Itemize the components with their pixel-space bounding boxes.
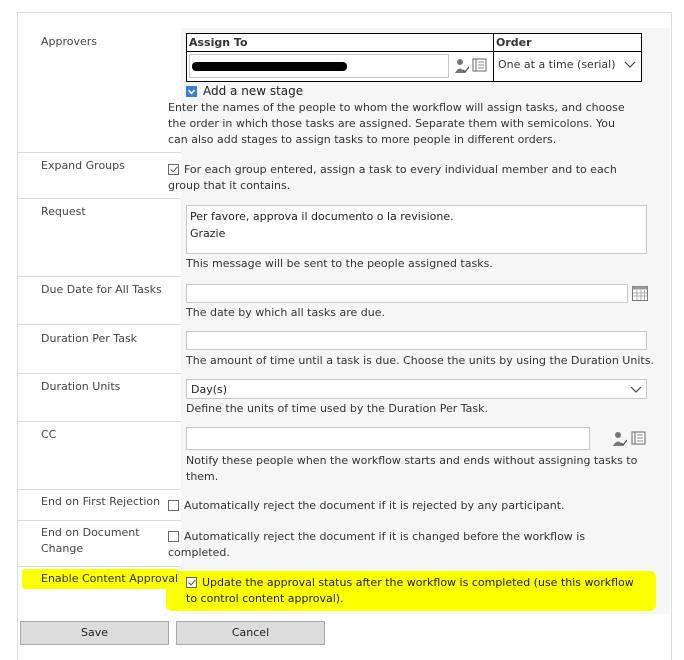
calendar-icon[interactable]: [632, 286, 648, 301]
end-doc-change-text: Automatically reject the document if it is changed before the workflow is completed.: [168, 530, 586, 559]
redaction-mark: [192, 62, 347, 71]
label-end-doc-change-line-2: Change: [41, 542, 84, 555]
check-names-icon[interactable]: [455, 58, 469, 74]
request-line-2: Grazie: [190, 227, 226, 240]
duration-per-task-help: The amount of time until a task is due. Choose the units by using the Duration Units.: [186, 354, 654, 367]
end-first-rejection-control: [168, 498, 630, 514]
duration-units-help: Define the units of time used by the Duration Per Task.: [186, 402, 488, 415]
label-approvers: Approvers: [41, 35, 98, 48]
due-date-input[interactable]: [186, 284, 628, 303]
label-cc: CC: [41, 428, 57, 441]
request-line-1: Per favore, approva il documento o la revisione.: [190, 210, 454, 223]
label-due-date: Due Date for All Tasks: [41, 283, 162, 296]
label-content-approval: Enable Content Approval: [41, 572, 179, 585]
assign-table: [186, 33, 642, 82]
end-doc-change-control: [168, 529, 630, 561]
check-names-icon[interactable]: [613, 431, 627, 447]
label-duration-per-task: Duration Per Task: [41, 332, 138, 345]
duration-units-select[interactable]: [186, 379, 647, 399]
expand-groups-control: [168, 162, 630, 194]
save-button[interactable]: Save: [20, 621, 169, 645]
label-expand-groups: Expand Groups: [41, 159, 125, 172]
address-book-icon[interactable]: [631, 431, 646, 445]
chevron-down-icon[interactable]: [624, 61, 636, 69]
chevron-down-icon: [630, 386, 642, 394]
add-stage-icon: [186, 86, 197, 97]
request-textarea[interactable]: [186, 205, 647, 254]
end-first-rejection-text: Automatically reject the document if it is rejected by any participant.: [184, 499, 565, 512]
add-stage-text: Add a new stage: [203, 84, 304, 98]
cc-help: Notify these people when the workflow starts and ends without assigning tasks to them.: [186, 454, 638, 483]
cc-input[interactable]: [186, 427, 590, 450]
due-date-help: The date by which all tasks are due.: [186, 306, 386, 319]
order-select[interactable]: One at a time (serial): [498, 58, 616, 71]
label-end-doc-change: [41, 525, 140, 557]
expand-groups-text: For each group entered, assign a task to every individual member and to each group that it contains.: [168, 163, 617, 192]
label-end-doc-change-line-1: End on Document: [41, 526, 140, 539]
end-doc-change-checkbox[interactable]: [168, 531, 179, 542]
content-approval-checkbox[interactable]: [186, 577, 197, 588]
request-help: This message will be sent to the people assigned tasks.: [186, 257, 493, 270]
label-end-first-rejection: End on First Rejection: [41, 495, 161, 508]
label-duration-units: Duration Units: [41, 380, 121, 393]
assign-to-input[interactable]: [189, 54, 449, 78]
label-request: Request: [41, 205, 86, 218]
cancel-button[interactable]: Cancel: [176, 621, 325, 645]
approvers-help: Enter the names of the people to whom the workflow will assign tasks, and choose the order in which those tasks are assigned. Separate them with semicolons. You can also add stages to assign tasks to more people in different orders.: [168, 101, 625, 146]
expand-groups-checkbox[interactable]: [168, 164, 179, 175]
end-first-rejection-checkbox[interactable]: [168, 500, 179, 511]
address-book-icon[interactable]: [472, 58, 487, 72]
content-approval-control: [186, 575, 641, 607]
content-approval-text: Update the approval status after the workflow is completed (use this workflow to control content approval).: [186, 576, 634, 605]
add-stage-link[interactable]: [186, 84, 303, 98]
col-order: Order: [494, 34, 642, 52]
col-assign-to: Assign To: [187, 34, 494, 52]
duration-units-value: Day(s): [191, 383, 228, 396]
duration-per-task-input[interactable]: [186, 331, 647, 350]
